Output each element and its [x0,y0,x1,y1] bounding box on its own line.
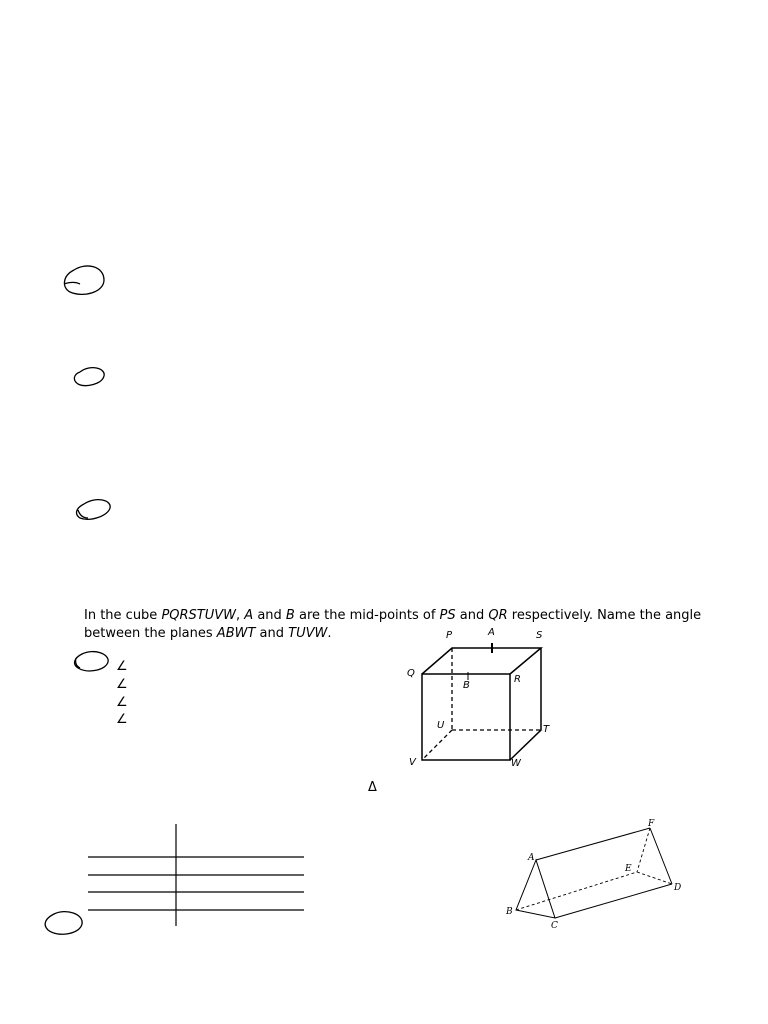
cube-label-S: S [536,630,543,641]
prism-label-C: C [551,921,558,931]
question-line-2: between the planes ABWT and TUVW. [84,626,332,641]
cube-label-U: U [437,720,445,731]
cube-label-T: T [543,724,550,735]
cube-label-V: V [409,757,416,768]
prism-label-A: A [528,853,535,863]
handwritten-circle-1 [60,262,110,302]
angle-mark-1: ∠ [116,659,128,674]
handwritten-circle-4 [72,650,114,678]
table-grid [86,822,306,930]
cube-label-B: B [463,680,470,691]
handwritten-circle-3 [74,498,116,526]
cube-label-P: P [446,630,453,641]
cube-label-Q: Q [407,668,415,679]
prism-label-B: B [506,907,513,917]
handwritten-circle-2 [72,366,112,392]
delta-symbol: Δ [368,780,377,795]
handwritten-circle-5 [44,910,86,940]
prism-diagram [500,818,690,934]
prism-label-F: F [648,819,655,829]
cube-diagram [400,622,560,772]
prism-label-E: E [625,864,632,874]
cube-label-W: W [511,758,521,769]
prism-label-D: D [674,883,682,893]
cube-label-A: A [488,627,495,638]
cube-label-R: R [514,674,521,685]
angle-mark-4: ∠ [116,712,128,727]
angle-mark-2: ∠ [116,677,128,692]
angle-mark-3: ∠ [116,695,128,710]
question-line-1: In the cube PQRSTUVW, A and B are the mid-points of PS and QR respectively. Name the angle [84,608,702,623]
